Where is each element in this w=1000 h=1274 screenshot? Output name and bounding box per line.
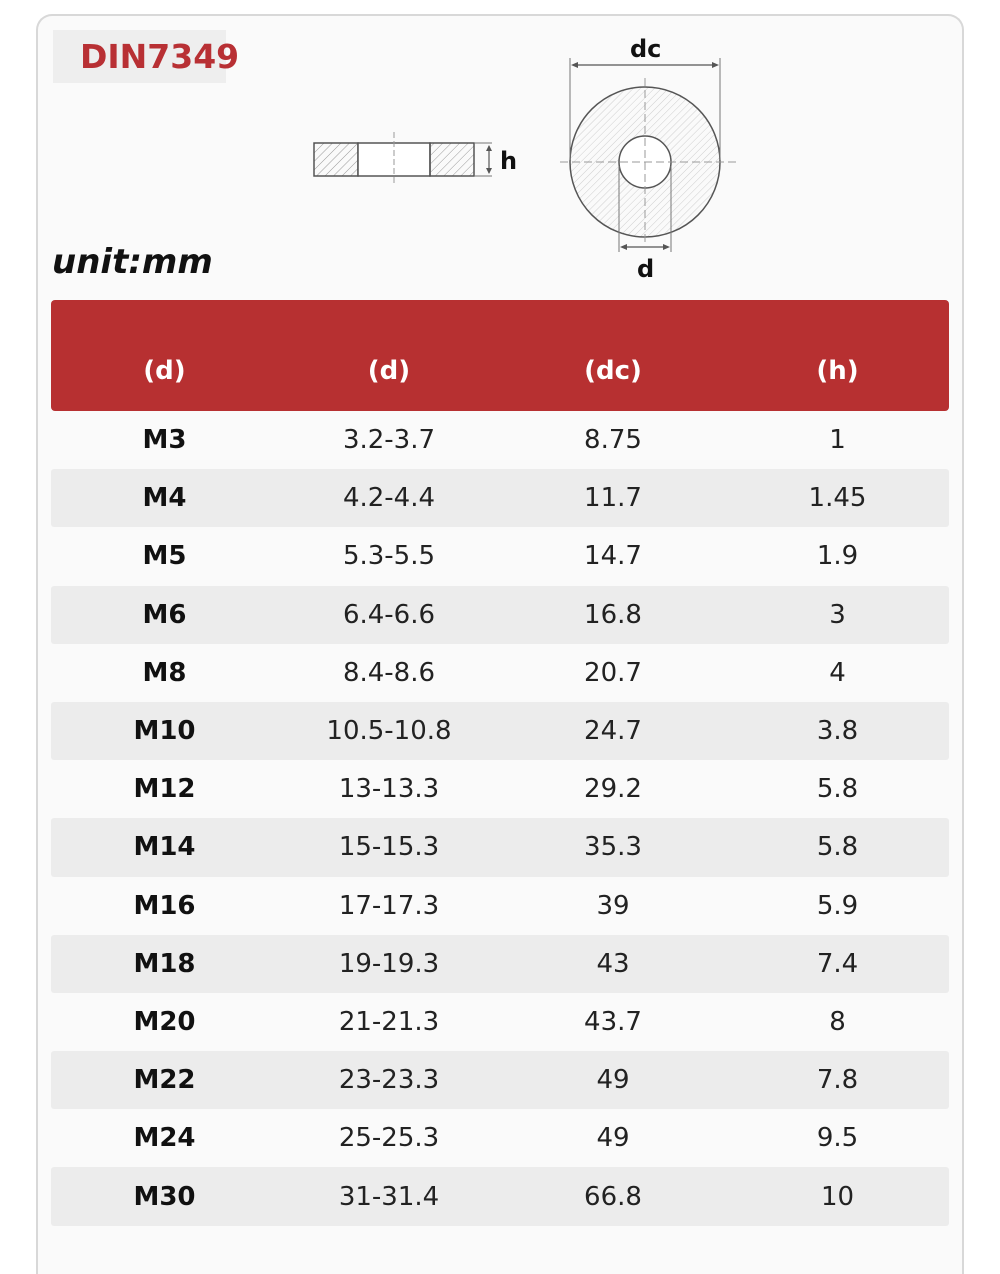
table-cell: 10 (820, 1181, 855, 1212)
table-row (51, 877, 949, 935)
table-cell: 5.9 (816, 890, 859, 921)
table-cell: 3.2-3.7 (342, 425, 436, 456)
table-row (51, 702, 949, 760)
table-cell: 7.8 (816, 1065, 859, 1096)
thread-size-cell: M16 (133, 890, 196, 921)
table-cell: 29.2 (584, 774, 642, 805)
table-cell: 24.7 (584, 716, 642, 747)
d-dimension-label: d (637, 255, 655, 283)
thread-size-cell: M24 (133, 1123, 196, 1154)
table-cell: 5.3-5.5 (342, 541, 436, 572)
table-row (51, 818, 949, 876)
table-cell: 23-23.3 (338, 1065, 440, 1096)
table-cell: 35.3 (584, 832, 642, 863)
table-cell: 21-21.3 (338, 1006, 440, 1037)
table-cell: 49 (596, 1065, 630, 1096)
thread-size-cell: M20 (133, 1006, 196, 1037)
column-header: (dc) (584, 355, 642, 386)
table-cell: 7.4 (816, 948, 859, 979)
table-cell: 39 (596, 890, 630, 921)
table-cell: 16.8 (584, 599, 642, 630)
table-cell: 3 (829, 599, 846, 630)
table-cell: 11.7 (584, 483, 642, 514)
table-cell: 6.4-6.6 (342, 599, 436, 630)
table-row (51, 411, 949, 469)
thread-size-cell: M5 (142, 541, 187, 572)
table-header (51, 300, 949, 411)
table-cell: 43.7 (584, 1006, 642, 1037)
table-cell: 1.9 (816, 541, 859, 572)
thread-size-cell: M22 (133, 1065, 196, 1096)
column-header: (d) (367, 355, 411, 386)
table-cell: 43 (596, 948, 630, 979)
dimension-table (51, 300, 949, 1226)
thread-size-cell: M4 (142, 483, 187, 514)
table-cell: 3.8 (816, 716, 859, 747)
thread-size-cell: M12 (133, 774, 196, 805)
table-cell: 20.7 (584, 657, 642, 688)
table-cell: 5.8 (816, 832, 859, 863)
table-row (51, 1051, 949, 1109)
thread-size-cell: M14 (133, 832, 196, 863)
table-cell: 1 (829, 425, 846, 456)
table-cell: 66.8 (584, 1181, 642, 1212)
table-cell: 15-15.3 (338, 832, 440, 863)
table-row (51, 935, 949, 993)
table-cell: 31-31.4 (338, 1181, 440, 1212)
table-cell: 10.5-10.8 (326, 716, 452, 747)
thread-size-cell: M30 (133, 1181, 196, 1212)
table-cell: 25-25.3 (338, 1123, 440, 1154)
unit-label: unit:mm (52, 242, 213, 282)
washer-front-view (560, 58, 738, 252)
table-cell: 13-13.3 (338, 774, 440, 805)
table-row (51, 469, 949, 527)
table-cell: 17-17.3 (338, 890, 440, 921)
table-cell: 4 (829, 657, 846, 688)
table-cell: 8.4-8.6 (342, 657, 436, 688)
table-cell: 9.5 (816, 1123, 859, 1154)
table-cell: 5.8 (816, 774, 859, 805)
standard-badge: DIN7349 (53, 30, 226, 83)
table-cell: 1.45 (808, 483, 867, 514)
table-row (51, 1167, 949, 1225)
washer-side-view (314, 132, 492, 186)
thread-size-cell: M8 (142, 657, 187, 688)
table-cell: 49 (596, 1123, 630, 1154)
table-row (51, 586, 949, 644)
dc-dimension-label: dc (630, 35, 662, 63)
thread-size-cell: M3 (142, 425, 187, 456)
table-row (51, 644, 949, 702)
table-cell: 4.2-4.4 (342, 483, 436, 514)
thread-size-cell: M6 (142, 599, 187, 630)
table-row (51, 1109, 949, 1167)
thread-size-cell: M18 (133, 948, 196, 979)
column-header: (h) (816, 355, 859, 386)
table-cell: 19-19.3 (338, 948, 440, 979)
table-cell: 8.75 (584, 425, 642, 456)
column-header: (d) (143, 355, 186, 386)
table-row (51, 993, 949, 1051)
table-row (51, 527, 949, 585)
table-body (51, 411, 949, 1226)
table-cell: 8 (829, 1006, 846, 1037)
h-dimension-label: h (500, 147, 518, 175)
table-cell: 14.7 (584, 541, 642, 572)
thread-size-cell: M10 (133, 716, 196, 747)
table-row (51, 760, 949, 818)
